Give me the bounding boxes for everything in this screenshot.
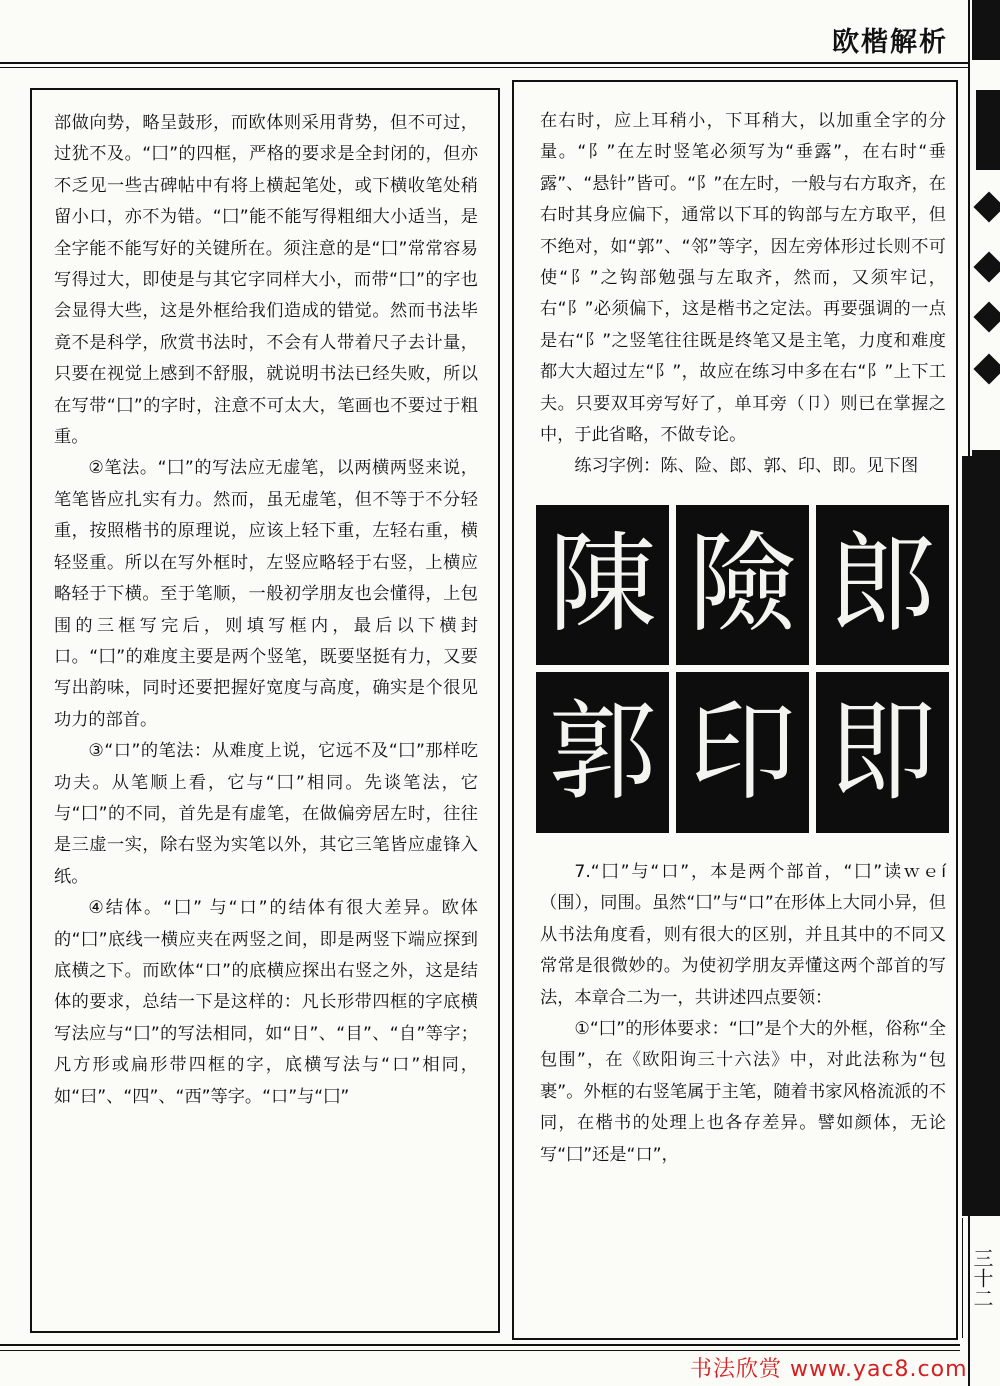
header-rule-thin bbox=[0, 67, 968, 68]
watermark: 书法欣赏 www.yac8.com bbox=[690, 1357, 968, 1382]
paragraph: 部做向势，略呈鼓形，而欧体则采用背势，但不可过，过犹不及。“囗”的四框，严格的要求是全封闭的，但亦不乏见一些古碑帖中有将上横起笔处，或下横收笔处稍留小口，亦不为错。“囗”能不能写得粗细大小适当，是全字能不能写好的关键所在。须注意的是“囗”常常容易写得过大，即使是与其它字同样大小，而带“囗”的字也会显得大些，这是外框给我们造成的错觉。然而书法毕竟不是科学，欣赏书法时，不会有人带着尺子去计量，只要在视觉上感到不舒服，就说明书法已经失败，所以在写带“囗”的字时，注意不可太大，笔画也不要过于粗重。 bbox=[54, 113, 478, 448]
calligraphy-example-tile: 印 bbox=[676, 672, 809, 833]
side-decoration-block bbox=[962, 456, 1000, 1216]
page-header-title: 欧楷解析 bbox=[832, 27, 948, 58]
footer-rule bbox=[0, 1344, 960, 1346]
paragraph: ①“囗”的形体要求：“囗”是个大的外框，俗称“全包围”，在《欧阳询三十六法》中，对此法称为“包裹”。外框的右竖笔属于主笔，随着书家风格流派的不同，在楷书的处理上也各存差异。譬如颜体，无论写“囗”还是“口”， bbox=[540, 1018, 946, 1165]
paragraph: ④结体。“囗” 与“口”的结体有很大差异。欧体的“囗”底线一横应夹在两竖之间，即是两竖下端应探到底横之下。而欧体“口”的底横应探出右竖之外，这是结体的要求，总结一下是这样的：凡长形带四框的字底横写法应与“囗”的写法相同，如“日”、“目”、“自”等字；凡方形或扁形带四框的字，底横写法与“口”相同，如“曰”、“四”、“西”等字。“口”与“囗” bbox=[54, 898, 478, 1107]
calligraphy-example-tile: 即 bbox=[816, 672, 949, 833]
paragraph: 7.“囗”与“口”，本是两个部首，“囗”读ｗｅí（围），同围。虽然“囗”与“口”在形体上大同小异，但从书法角度看，则有很大的区别，并且其中的不同又常常是很微妙的。为使初学朋友弄懂这两个部首的写法，本章合二为一，共讲述四点要领： bbox=[540, 861, 946, 1008]
paragraph: 练习字例：陈、险、郎、郭、印、即。见下图 bbox=[574, 456, 919, 477]
right-text-column bbox=[512, 80, 958, 1340]
header-rule bbox=[0, 62, 968, 64]
page-number: 三十二 bbox=[962, 1218, 1000, 1338]
paragraph: ③“口”的笔法：从难度上说，它远不及“囗”那样吃功夫。从笔顺上看，它与“囗”相同。先谈笔法，它与“囗”的不同，首先是有虚笔，在做偏旁居左时，往往是三虚一实，除右竖为实笔以外，其它三笔皆应虚锋入纸。 bbox=[54, 741, 478, 887]
side-decoration-block bbox=[972, 0, 1000, 60]
calligraphy-examples-grid bbox=[536, 505, 949, 833]
calligraphy-example-tile: 郎 bbox=[816, 505, 949, 666]
calligraphy-example-tile: 險 bbox=[676, 505, 809, 666]
paragraph: 在右时，应上耳稍小，下耳稍大，以加重全字的分量。“阝”在左时竖笔必须写为“垂露”，在右时“垂露”、“悬针”皆可。“阝”在左时，一般与右方取齐，在右时其身应偏下，通常以下耳的钩部与左方取平，但不绝对，如“郭”、“邻”等字，因左旁体形过长则不可使“阝”之钩部勉强与左取齐，然而，又须牢记，右“阝”必须偏下，这是楷书之定法。再要强调的一点是右“阝”之竖笔往往既是终笔又是主笔，力度和难度都大大超过左“阝”，故应在练习中多在右“阝”上下工夫。只要双耳旁写好了，单耳旁（卩）则已在掌握之中，于此省略，不做专论。 bbox=[540, 111, 946, 446]
calligraphy-example-tile: 郭 bbox=[536, 672, 669, 833]
calligraphy-example-tile: 陳 bbox=[536, 505, 669, 666]
paragraph: ②笔法。“囗”的写法应无虚笔，以两横两竖来说，笔笔皆应扎实有力。然而，虽无虚笔，但不等于不分轻重，按照楷书的原理说，应该上轻下重，左轻右重，横轻竖重。所以在写外框时，左竖应略轻于右竖，上横应略轻于下横。至于笔顺，一般初学朋友也会懂得，上包围的三框写完后，则填写框内，最后以下横封口。“囗”的难度主要是两个竖笔，既要坚挺有力，又要写出韵味，同时还要把握好宽度与高度，确实是个很见功力的部首。 bbox=[54, 458, 478, 730]
left-text-column bbox=[30, 88, 500, 1333]
diamond-ornament-icon bbox=[973, 191, 1000, 222]
diamond-ornament-icon bbox=[973, 251, 1000, 282]
footer-rule-thin bbox=[0, 1350, 960, 1351]
side-decoration-block bbox=[976, 90, 1000, 170]
diamond-ornament-icon bbox=[973, 353, 1000, 384]
diamond-ornament-icon bbox=[973, 301, 1000, 332]
